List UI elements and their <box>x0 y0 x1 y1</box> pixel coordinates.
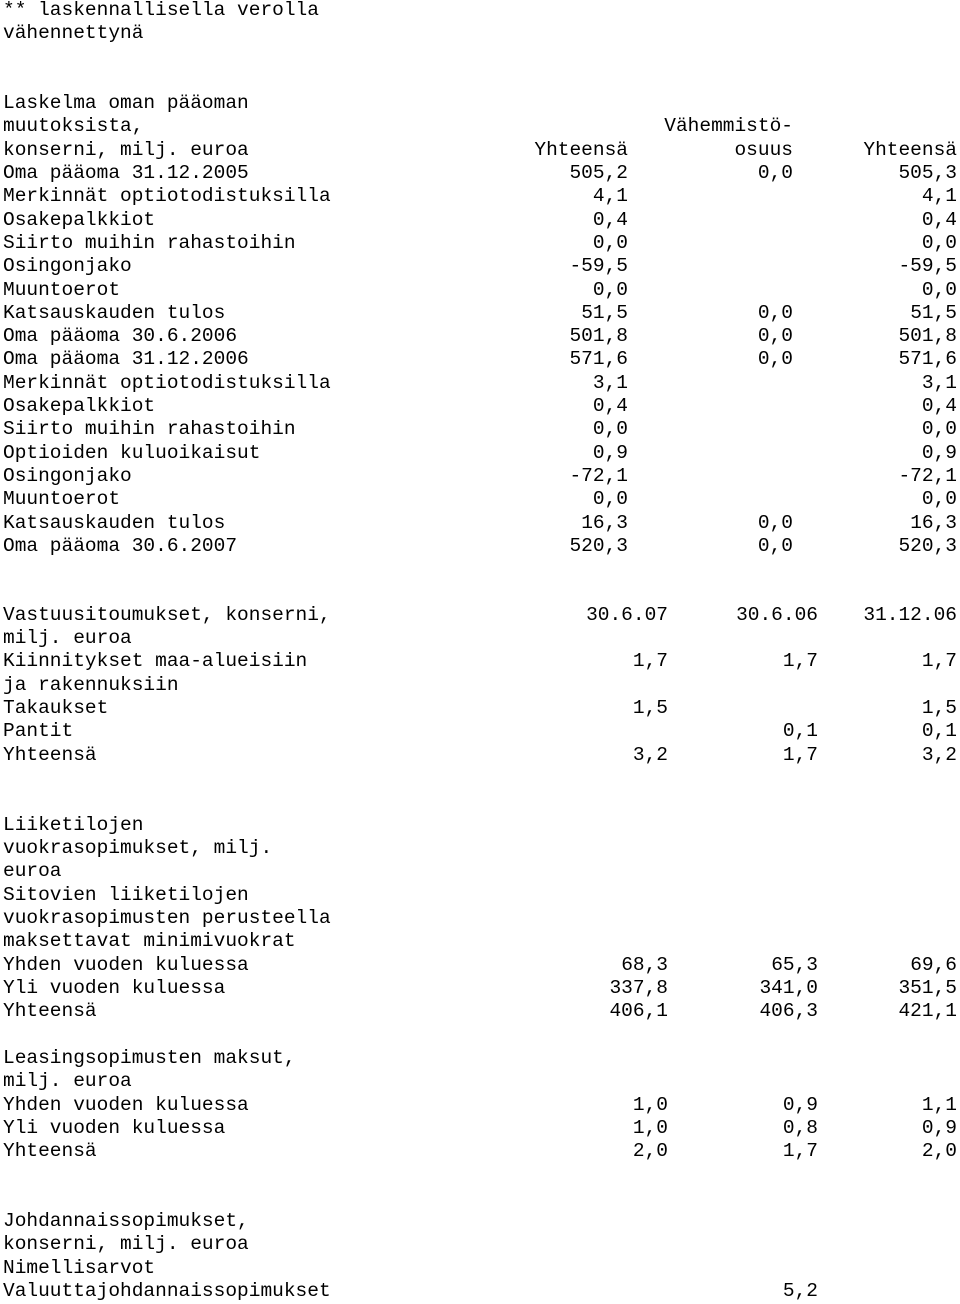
table-row-label: Optioiden kuluoikaisut <box>3 441 261 464</box>
leasing-title: milj. euroa <box>3 1070 132 1092</box>
table-cell: 1,7 <box>632 650 668 672</box>
derivatives-title: Johdannaissopimukset, <box>3 1210 249 1232</box>
table-cell <box>650 394 793 418</box>
table-cell: 520,3 <box>569 534 628 557</box>
table-cell: 2,0 <box>921 1140 957 1162</box>
table-row-label: Katsauskauden tulos <box>3 511 226 534</box>
table-cell: 1,7 <box>782 744 818 766</box>
table-cell: 0,0 <box>592 488 628 511</box>
leasing-title: Leasingsopimusten maksut, <box>3 1047 296 1069</box>
table-row-label: Yhteensä <box>3 1000 97 1022</box>
table-cell: 0,0 <box>592 418 628 441</box>
table-cell <box>650 371 793 395</box>
table-cell: 3,2 <box>921 744 957 766</box>
table-cell: 16,3 <box>910 511 957 534</box>
commitments-col-header: 31.12.06 <box>863 604 957 626</box>
table-cell <box>650 184 793 208</box>
table-cell: 0,1 <box>921 720 957 742</box>
table-cell: 1,7 <box>782 1140 818 1162</box>
table-cell: 0,0 <box>757 162 793 184</box>
table-cell: 341,0 <box>759 977 818 999</box>
table-cell: 1,7 <box>921 650 957 672</box>
equity-col1-header: Yhteensä <box>534 139 628 161</box>
table-cell: 1,5 <box>632 697 668 719</box>
table-cell: 571,6 <box>569 348 628 371</box>
commitments-title: Vastuusitoumukset, konserni, <box>3 604 331 626</box>
table-row-label: Yhden vuoden kuluessa <box>3 1094 249 1116</box>
table-row-label: Katsauskauden tulos <box>3 301 226 324</box>
table-cell: 505,2 <box>569 162 628 184</box>
footnote-line: vähennettynä <box>3 22 144 44</box>
table-cell: 69,6 <box>910 954 957 976</box>
equity-col2-header: osuus <box>734 139 793 161</box>
commitments-col-header: 30.6.06 <box>736 604 818 626</box>
table-cell: 0,1 <box>782 720 818 742</box>
equity-col2-header: Vähemmistö- <box>664 115 793 137</box>
leases-title: vuokrasopimukset, milj. <box>3 837 273 859</box>
table-cell: 406,1 <box>609 1000 668 1022</box>
table-cell: 0,0 <box>592 278 628 301</box>
table-cell: 501,8 <box>569 325 628 348</box>
table-cell: 51,5 <box>910 301 957 324</box>
table-cell: 1,1 <box>921 1094 957 1116</box>
leases-title: euroa <box>3 860 62 882</box>
table-cell <box>650 441 793 465</box>
table-row-label: Oma pääoma 30.6.2006 <box>3 325 238 348</box>
leases-title: maksettavat minimivuokrat <box>3 930 296 952</box>
table-cell <box>520 719 668 743</box>
table-row-label: Kiinnitykset maa-alueisiin <box>3 650 308 672</box>
table-cell <box>650 208 793 232</box>
table-cell: -59,5 <box>569 255 628 278</box>
table-cell: 4,1 <box>592 185 628 208</box>
table-row-label: Siirto muihin rahastoihin <box>3 231 296 254</box>
table-cell: 0,4 <box>592 395 628 417</box>
table-cell: 406,3 <box>759 1000 818 1022</box>
table-cell: 0,8 <box>782 1117 818 1139</box>
table-cell: -72,1 <box>569 464 628 487</box>
table-cell: 1,7 <box>782 650 818 672</box>
table-cell: 0,0 <box>757 534 793 557</box>
commitments-col-header: 30.6.07 <box>586 604 668 626</box>
table-cell: 0,4 <box>592 208 628 231</box>
table-cell: 3,1 <box>921 371 957 394</box>
table-cell: 0,0 <box>757 348 793 371</box>
footnote-line: ** laskennallisella verolla <box>3 0 319 21</box>
table-cell: 4,1 <box>921 185 957 208</box>
derivatives-title: konserni, milj. euroa <box>3 1233 249 1255</box>
equity-title: muutoksista, <box>3 115 144 137</box>
table-cell: 520,3 <box>898 534 957 557</box>
table-cell <box>650 417 793 441</box>
table-cell: 65,3 <box>771 954 818 976</box>
table-row-label: Merkinnät optiotodistuksilla <box>3 371 331 394</box>
table-cell: 51,5 <box>581 301 628 324</box>
equity-col3-header: Yhteensä <box>863 139 957 161</box>
table-row-label: Oma pääoma 31.12.2005 <box>3 162 249 184</box>
equity-title: Laskelma oman pääoman <box>3 92 249 114</box>
table-cell: 0,0 <box>921 488 957 511</box>
table-row-label: ja rakennuksiin <box>3 674 179 696</box>
table-cell: 0,0 <box>921 278 957 301</box>
table-cell: 3,2 <box>632 744 668 766</box>
table-row-label: Takaukset <box>3 697 109 719</box>
table-row-label: Yli vuoden kuluessa <box>3 1117 226 1139</box>
commitments-title: milj. euroa <box>3 627 132 649</box>
table-cell <box>650 231 793 255</box>
table-cell: 0,4 <box>921 395 957 417</box>
table-cell: 3,1 <box>592 371 628 394</box>
table-row-label: Yhteensä <box>3 744 97 766</box>
table-cell: 0,9 <box>782 1094 818 1116</box>
table-row-label: Osingonjako <box>3 464 132 487</box>
table-cell: 421,1 <box>898 1000 957 1022</box>
leases-title: vuokrasopimusten perusteella <box>3 907 331 929</box>
table-cell: 337,8 <box>609 977 668 999</box>
table-cell: 16,3 <box>581 511 628 534</box>
equity-title: konserni, milj. euroa <box>3 139 249 161</box>
table-cell: -59,5 <box>898 255 957 278</box>
table-cell: 351,5 <box>898 977 957 999</box>
table-cell: 5,2 <box>782 1280 818 1302</box>
table-cell: 0,0 <box>921 231 957 254</box>
leases-title: Liiketilojen <box>3 814 144 836</box>
table-row-label: Yhteensä <box>3 1140 97 1162</box>
table-cell <box>650 487 793 511</box>
derivatives-title: Nimellisarvot <box>3 1257 156 1279</box>
table-cell: 0,0 <box>757 511 793 534</box>
table-cell: 0,9 <box>592 441 628 464</box>
table-row-label: Osingonjako <box>3 255 132 278</box>
table-row-label: Siirto muihin rahastoihin <box>3 418 296 441</box>
table-cell: 571,6 <box>898 348 957 371</box>
table-cell: 0,0 <box>921 418 957 441</box>
table-row-label: Yhden vuoden kuluessa <box>3 954 249 976</box>
table-cell: 0,4 <box>921 208 957 231</box>
table-cell: -72,1 <box>898 464 957 487</box>
table-cell: 0,9 <box>921 1117 957 1139</box>
table-row-label: Muuntoerot <box>3 278 121 301</box>
table-cell: 501,8 <box>898 325 957 348</box>
table-cell: 68,3 <box>621 954 668 976</box>
table-row-label: Pantit <box>3 720 74 742</box>
table-row-label: Oma pääoma 30.6.2007 <box>3 534 238 557</box>
table-cell: 505,3 <box>898 162 957 184</box>
table-cell: 1,5 <box>921 697 957 719</box>
table-cell: 2,0 <box>632 1140 668 1162</box>
table-row-label: Osakepalkkiot <box>3 208 156 231</box>
table-row-label: Osakepalkkiot <box>3 395 156 417</box>
table-cell: 0,9 <box>921 441 957 464</box>
table-cell <box>650 464 793 488</box>
table-cell <box>520 1279 668 1303</box>
table-cell <box>650 254 793 278</box>
table-row-label: Merkinnät optiotodistuksilla <box>3 185 331 208</box>
table-cell <box>690 696 818 720</box>
table-cell: 0,0 <box>757 325 793 348</box>
table-cell: 1,0 <box>632 1117 668 1139</box>
table-row-label: Valuuttajohdannaissopimukset <box>3 1280 331 1302</box>
table-cell: 0,0 <box>592 231 628 254</box>
leases-title: Sitovien liiketilojen <box>3 884 249 906</box>
table-row-label: Yli vuoden kuluessa <box>3 977 226 999</box>
table-row-label: Muuntoerot <box>3 488 121 511</box>
table-cell <box>650 278 793 302</box>
table-cell: 1,0 <box>632 1094 668 1116</box>
table-row-label: Oma pääoma 31.12.2006 <box>3 348 249 371</box>
table-cell <box>830 1279 957 1303</box>
table-cell: 0,0 <box>757 301 793 324</box>
